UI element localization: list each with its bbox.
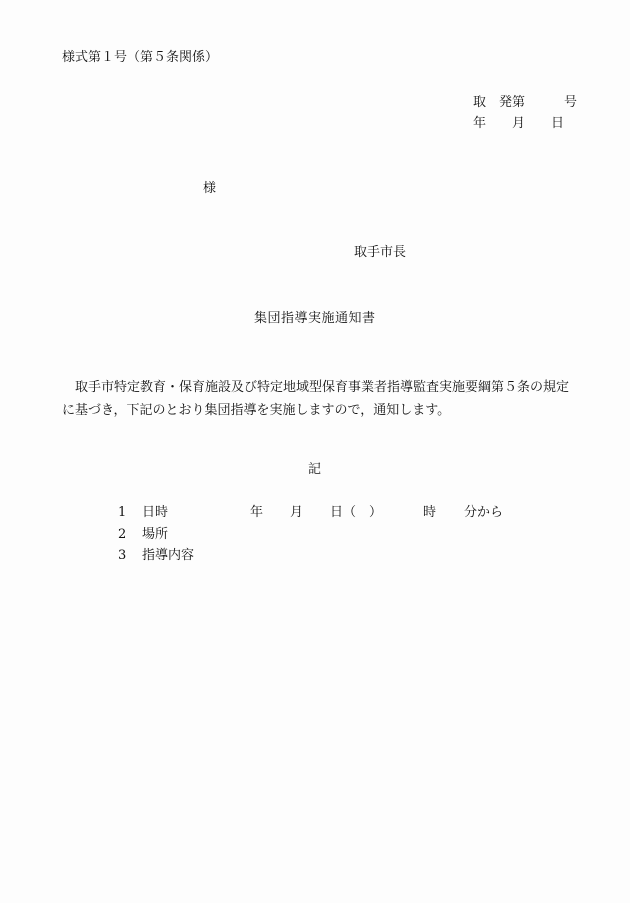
item-label: 場所 xyxy=(142,527,169,542)
item-content xyxy=(118,548,194,564)
datetime-day: 日（ ） xyxy=(330,505,383,520)
datetime-month: 月 xyxy=(290,505,304,520)
datetime-year: 年 xyxy=(250,505,264,520)
item-number: 2 xyxy=(118,527,127,542)
sender-name: 取手市長 xyxy=(354,245,407,260)
datetime-hour: 時 xyxy=(423,505,437,520)
datetime-minute: 分から xyxy=(464,505,504,520)
item-number: 3 xyxy=(118,548,127,563)
form-number: 様式第１号（第５条関係） xyxy=(62,50,219,65)
notice-body: 取手市特定教育・保育施設及び特定地域型保育事業者指導監査実施要綱第５条の規定に基づき，下記のとおり集団指導を実施しますので，通知します。 xyxy=(62,380,570,418)
issue-number-line: 取 発第 号 xyxy=(473,95,578,110)
item-datetime xyxy=(118,505,168,521)
issue-date-line: 年 月 日 xyxy=(473,116,565,131)
item-label: 日時 xyxy=(142,505,169,520)
item-place xyxy=(118,527,168,543)
ki-heading: 記 xyxy=(308,462,322,477)
item-number: 1 xyxy=(118,505,127,520)
addressee-honorific: 様 xyxy=(203,181,217,196)
document-title: 集団指導実施通知書 xyxy=(254,311,376,326)
item-label: 指導内容 xyxy=(142,548,195,563)
